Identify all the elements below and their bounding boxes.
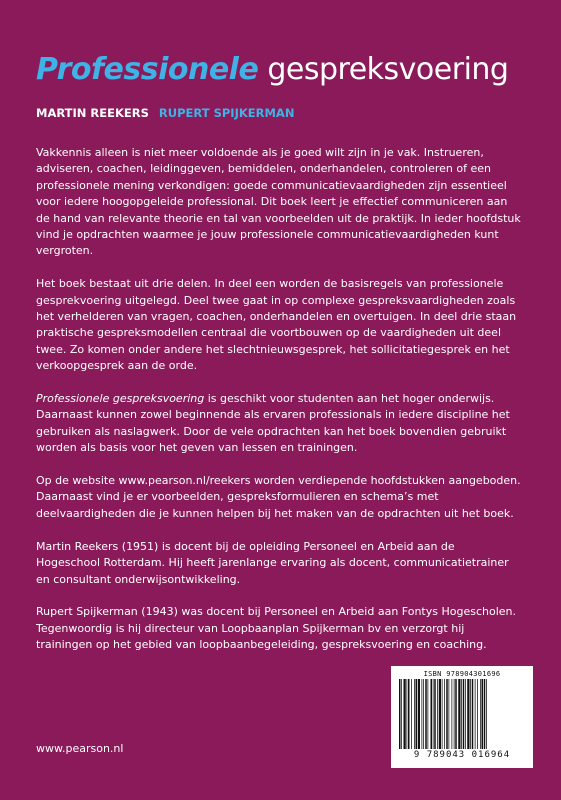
- blurb-paragraph-2: Het boek bestaat uit drie delen. In deel een worden de basisregels van professionele gesprekvoering uitgelegd. Deel twee gaat in op complexe gespreksvaardigheden zoals het verhelderen van vragen, coachen, onderhandelen en overtuigen. In deel drie staan praktische gespreksmodellen centraal die voortbouwen op de vaardigheden uit deel twee. Zo komen onder andere het slechtnieuwsgesprek, het sollicitatiegesprek en het verkoopgesprek aan de orde.: [36, 277, 517, 373]
- author-2: RUPERT SPIJKERMAN: [158, 106, 295, 120]
- book-title-italic: Professionele gespreksvoering: [36, 392, 205, 406]
- blurb-paragraph-4: Op de website www.pearson.nl/reekers worden verdiepende hoofdstukken aangeboden. Daarnaast vind je er voorbeelden, gespreksformulieren en schema’s met deelvaardigheden die je kunnen helpen bij het maken van de opdrachten uit het boek.: [36, 474, 521, 520]
- author-1: MARTIN REEKERS: [36, 106, 149, 120]
- title-accent: Professionele: [36, 52, 259, 87]
- authors: [36, 106, 294, 120]
- title-rest: [258, 52, 508, 87]
- barcode-digits: 9 789043 016964: [413, 750, 511, 760]
- title-rest-text: gespreksvoering: [267, 52, 509, 87]
- blurb-paragraph-6: Rupert Spijkerman (1943) was docent bij Personeel en Arbeid aan Fontys Hogescholen. Tegenwoordig is hij directeur van Loopbaanplan Spijkerman bv en verzorgt hij trainingen op het gebied van loopbaanbegeleiding, gespreksvoering en coaching.: [36, 605, 516, 652]
- blurb-paragraph-3: [36, 391, 522, 457]
- barcode-icon: [397, 679, 527, 749]
- publisher-website: www.pearson.nl: [36, 742, 124, 755]
- blurb-paragraph-5: Martin Reekers (1951) is docent bij de opleiding Personeel en Arbeid aan de Hogeschool Rotterdam. Hij heeft jarenlange ervaring als docent, communicatietrainer en consultant onderwijsontwikkeling.: [36, 539, 509, 586]
- blurb-paragraph-3-text: is geschikt voor studenten aan het hoger onderwijs. Daarnaast kunnen zowel beginnende als ervaren professionals in iedere discipline het gebruiken als naslagwerk. Door de vele opdrachten kan het boek bovendien gebruikt worden als basis voor het geven van lessen en trainingen.: [36, 392, 510, 455]
- blurb-paragraph-1: Vakkennis alleen is niet meer voldoende als je goed wilt zijn in je vak. Instrueren, adviseren, coachen, leidinggeven, bemiddelen, onderhandelen, controleren of een professionele mening verkondigen: goede communicatievaardigheden zijn essentieel voor iedere hoogopgeleide professional. Dit boek leert je effectief communiceren aan de hand van relevante theorie en tal van voorbeelden uit de praktijk. In ieder hoofdstuk vind je opdrachten waarmee je jouw professionele communicatievaardigheden kunt vergroten.: [36, 146, 521, 258]
- isbn-label: ISBN 978904301696: [423, 670, 501, 678]
- blurb: [36, 145, 522, 654]
- book-title: [36, 52, 508, 88]
- barcode-box: [391, 666, 533, 768]
